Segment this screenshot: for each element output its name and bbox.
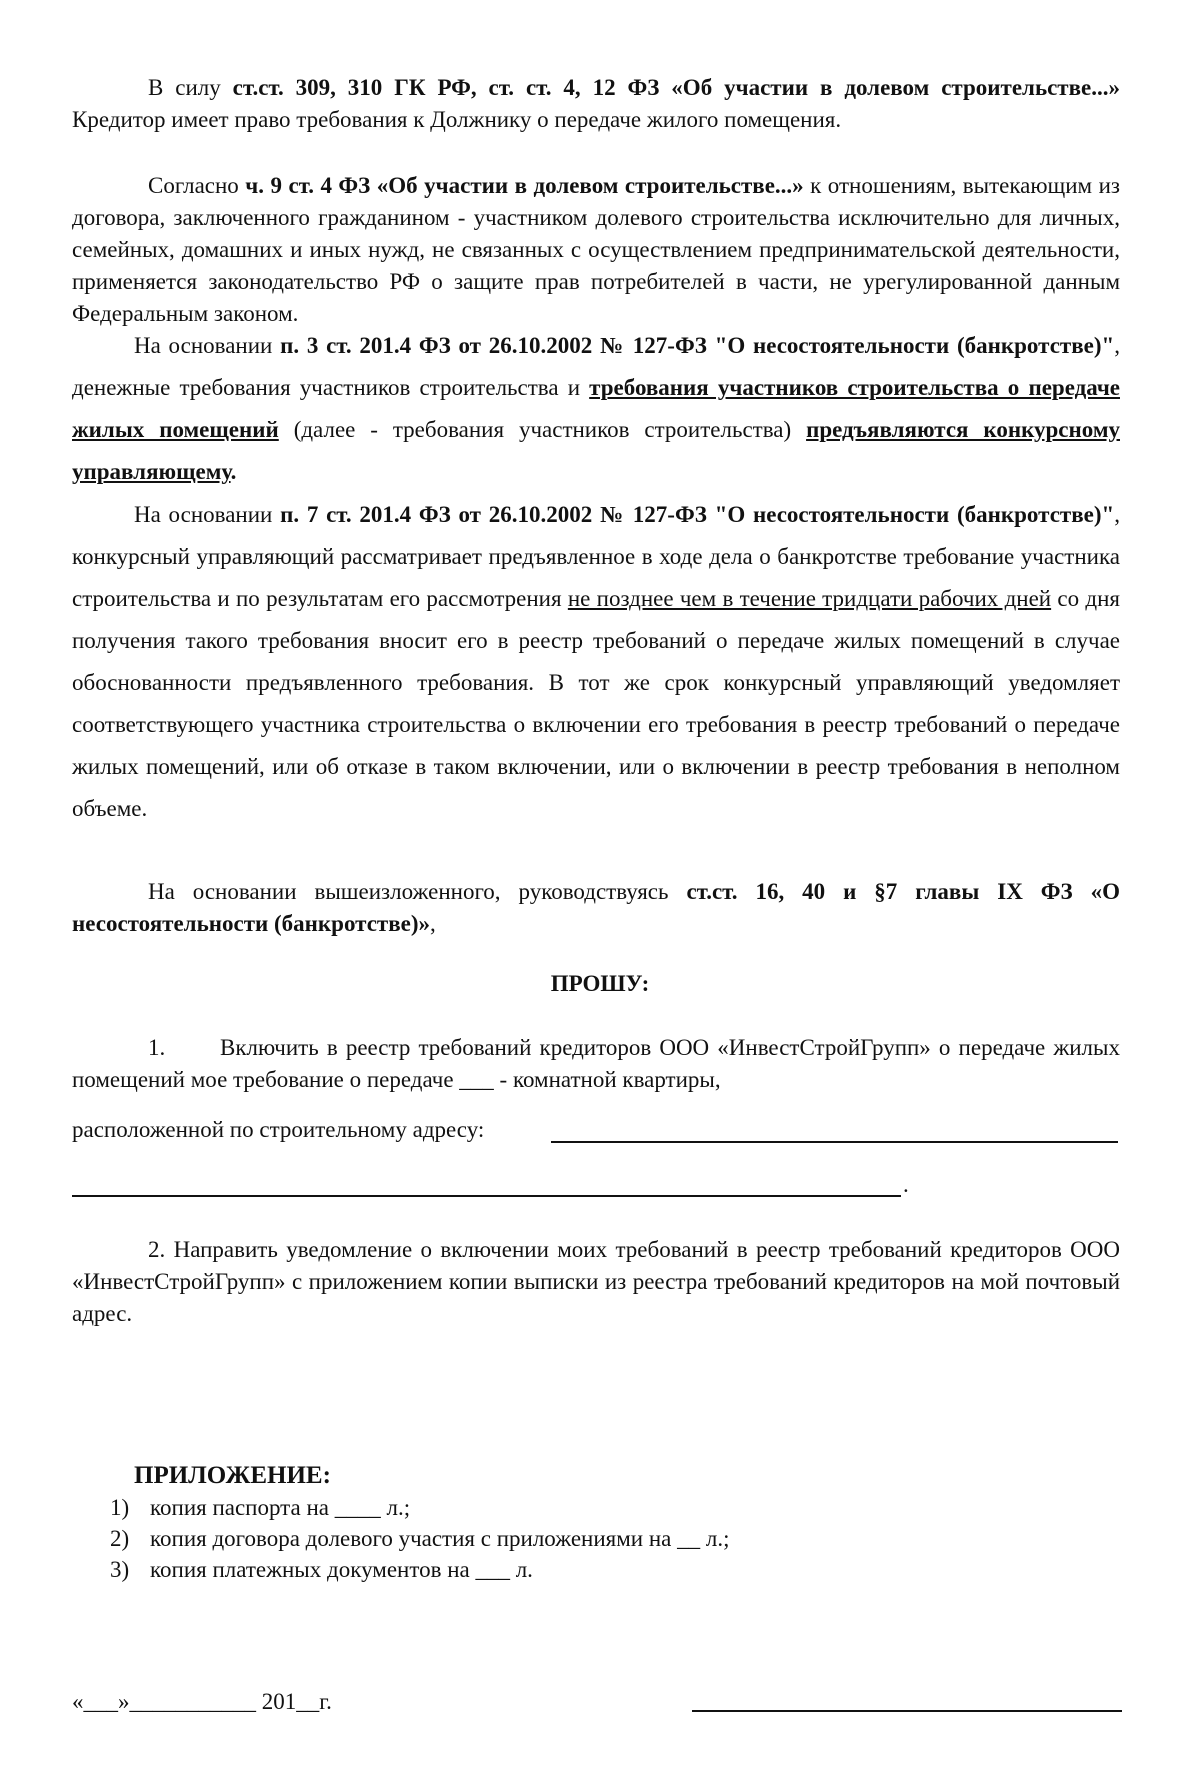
text: На основании [134,333,281,358]
attachment-title: ПРИЛОЖЕНИЕ: [134,1462,331,1489]
text: , [430,911,436,936]
text: На основании вышеизложенного, руководствуясь [148,879,687,904]
item-text: копия паспорта на ____ л.; [150,1495,411,1520]
request-heading: ПРОШУ: [550,971,650,996]
text: На основании [134,502,281,527]
text: Кредитор имеет право требования к Должнику о передаче жилого помещения. [72,107,842,132]
law-reference: ст.ст. 309, 310 ГК РФ, ст. ст. 4, 12 ФЗ «Об участии в долевом строительстве...» [232,75,1120,100]
address-line-1[interactable] [551,1141,1118,1143]
paragraph-grounds [72,876,1120,940]
item-number: 1) [110,1495,130,1520]
text: Согласно [148,173,246,198]
law-reference: п. 3 ст. 201.4 ФЗ от 26.10.2002 № 127-ФЗ "О несостоятельности (банкротстве)" [280,333,1115,358]
item-number: 3) [110,1557,130,1582]
item-text: копия платежных документов на ___ л. [150,1557,533,1582]
item-text: копия договора долевого участия с приложениями на __ л.; [150,1526,730,1551]
underlined-emphasis: предъявляются конкурсному управляющему [72,417,1120,484]
text: , конкурсный управляющий рассматривает предъявленное в ходе дела о банкротстве требование участника строительства и по результатам его рассмотрения [72,502,1121,611]
date-field[interactable]: «___»___________ 201__г. [72,1689,332,1714]
address-line-2[interactable] [72,1195,901,1197]
text: , денежные требования участников строительства и [72,333,1121,400]
request-item-1 [72,1032,1120,1096]
attachment-item [110,1524,729,1554]
text: В силу [148,75,233,100]
signature-line[interactable] [692,1710,1122,1712]
attachment-item [110,1555,533,1585]
law-reference: п. 7 ст. 201.4 ФЗ от 26.10.2002 № 127-ФЗ "О несостоятельности (банкротстве)" [280,502,1115,527]
text: со дня получения такого требования вносит его в реестр требований о передаче жилых помещений в случае обоснованности предъявленного требования. В тот же срок конкурсный управляющий уведомляет соответствующего участника строительства о включении его требования в реестр требований о передаче жилых помещений, или об отказе в таком включении, или о включении в реестр требования в неполном объеме. [72,586,1120,821]
text: (далее - требования участников строительства) [278,417,807,442]
underlined-emphasis: требования участников строительства о передаче жилых помещений [72,375,1120,442]
attachment-item [110,1493,410,1523]
item-number: 1. [148,1035,166,1060]
address-label: расположенной по строительному адресу: [72,1117,485,1142]
paragraph-rights [72,72,1120,136]
law-reference: ст.ст. 16, 40 и §7 главы IX ФЗ «О несостоятельности (банкротстве)» [72,879,1120,936]
paragraph-bankruptcy-p3 [72,325,1120,493]
paragraph-bankruptcy-p7 [72,494,1120,830]
item-text: Включить в реестр требований кредиторов ООО «ИнвестСтройГрупп» о передаче жилых помещений мое требование о передаче ___ - комнатной квартиры, [72,1035,1120,1092]
paragraph-consumer-law [72,170,1120,330]
text: . [230,459,237,484]
request-item-2: 2. Направить уведомление о включении моих требований в реестр требований кредиторов ООО «ИнвестСтройГрупп» с приложением копии выписки из реестра требований кредиторов на мой почтовый адрес. [72,1237,1120,1326]
text: к отношениям, вытекающим из договора, заключенного гражданином - участником долевого строительства исключительно для личных, семейных, домашних и иных нужд, не связанных с осуществлением предпринимательской деятельности, применяется законодательство РФ о защите прав потребителей в части, не урегулированной данным Федеральным законом. [72,173,1120,326]
item-number: 2) [110,1526,130,1551]
address-end: . [903,1172,909,1197]
underlined-deadline: не позднее чем в течение тридцати рабочих дней [567,586,1052,611]
law-reference: ч. 9 ст. 4 ФЗ «Об участии в долевом строительстве...» [245,173,804,198]
